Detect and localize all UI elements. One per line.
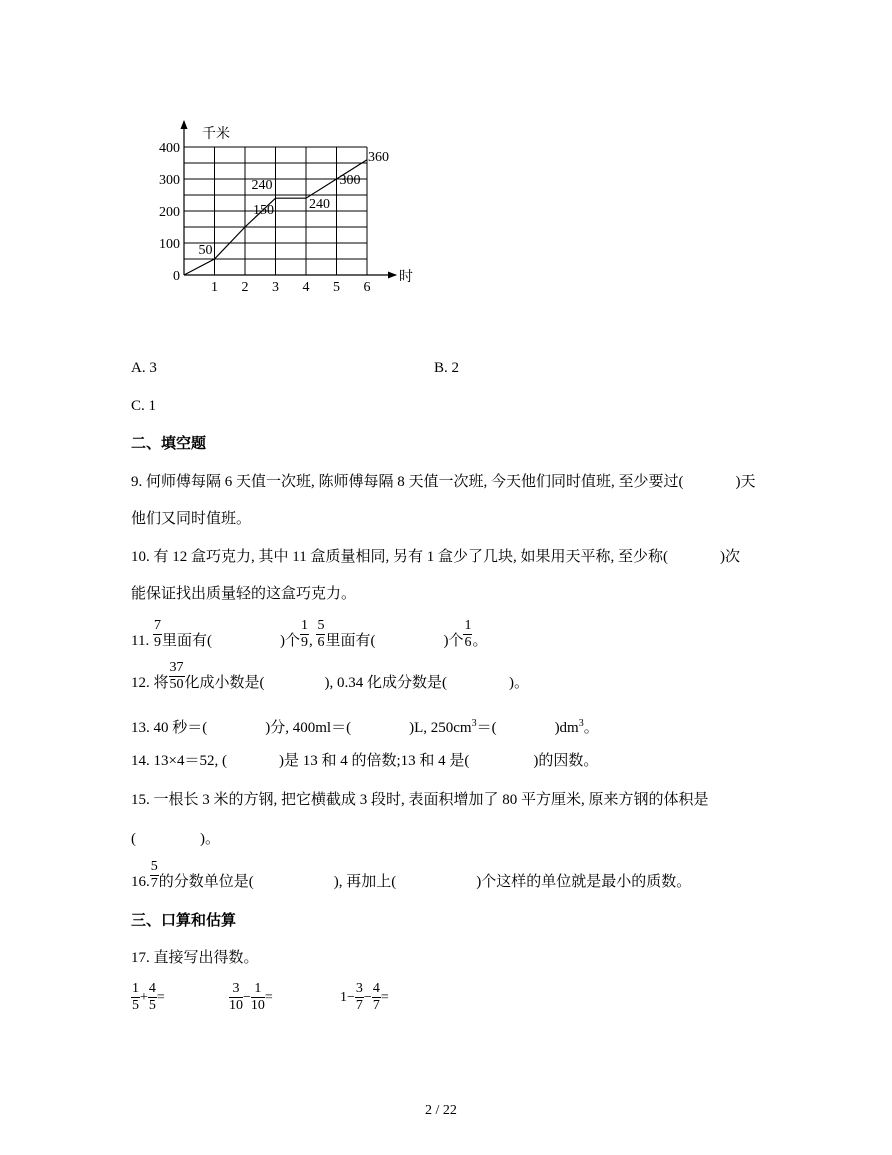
q14-text1: 14. 13×4＝52, ( [131, 753, 227, 769]
question-10-line1 [131, 547, 740, 567]
q11-frac-5-6: $\frac{5}{6}$ [317, 618, 325, 650]
q11-end: 。 [472, 633, 488, 649]
question-12 [131, 660, 529, 693]
x-tick-label: 4 [302, 280, 310, 295]
q16-text1: 的分数单位是( [158, 874, 254, 890]
y-tick-label: 200 [159, 205, 180, 220]
q12-text3: )。 [509, 675, 530, 691]
q13-text6: 。 [583, 720, 599, 736]
data-label: 150 [253, 203, 274, 218]
data-label: 300 [339, 173, 361, 188]
q12-frac-37-50: $\frac{37}{50}$ [169, 660, 184, 692]
y-tick-label: 100 [159, 237, 180, 252]
q17-expression-3: 1− $\frac{3}{7}$ − $\frac{4}{7}$ = [340, 981, 389, 1013]
q15-close: )。 [200, 831, 220, 847]
q17-expression-1: $\frac{1}{5}$ + $\frac{4}{5}$ = [132, 981, 165, 1013]
y-tick-label: 300 [159, 173, 180, 188]
question-9-line2: 他们又同时值班。 [131, 511, 252, 527]
q11-sep: , [308, 633, 313, 649]
question-14 [131, 751, 598, 771]
q16-num: 16. [131, 874, 150, 890]
section-heading-mental-math: 三、口算和估算 [131, 911, 237, 929]
data-label: 240 [309, 197, 330, 213]
q14-text2: )是 13 和 4 的倍数;13 和 4 是( [278, 753, 470, 769]
page-number: 2 / 22 [425, 1103, 457, 1118]
question-10-line2: 能保证找出质量轻的这盒巧克力。 [131, 586, 357, 602]
q10-text-end: )次 [719, 549, 740, 565]
option-a: A. 3 [131, 360, 157, 376]
data-label: 50 [198, 243, 213, 258]
q13-text3: )L, 250cm [409, 720, 472, 736]
q11-text1: 里面有( [161, 633, 212, 649]
question-9-line1 [131, 472, 756, 492]
q13-sup2: 3 [578, 718, 584, 729]
q12-text1: 化成小数是( [184, 675, 265, 691]
x-tick-label: 3 [272, 280, 279, 295]
q16-frac-5-7: $\frac{5}{7}$ [150, 859, 158, 891]
q11-text3: 里面有( [325, 633, 376, 649]
q11-text2: )个 [279, 633, 300, 649]
q13-sup1: 3 [471, 718, 477, 729]
x-axis-label: 时 [399, 270, 413, 285]
distance-time-chart [150, 115, 430, 295]
q13-text2: )分, 400ml＝( [265, 720, 352, 736]
q11-frac-1-6: $\frac{1}{6}$ [464, 618, 472, 650]
x-tick-label: 2 [241, 280, 249, 295]
y-axis-label: 千米 [202, 127, 230, 142]
q16-text3: )个这样的单位就是最小的质数。 [476, 874, 692, 890]
data-label: 360 [368, 150, 389, 165]
q17-expression-2: $\frac{3}{10}$ − $\frac{1}{10}$ = [229, 981, 273, 1013]
y-tick-label: 400 [159, 141, 180, 156]
q11-num: 11. [131, 633, 150, 649]
question-16 [131, 859, 691, 892]
q13-text1: 13. 40 秒＝( [131, 720, 208, 736]
q14-text3: )的因数。 [533, 753, 599, 769]
q10-text: 10. 有 12 盒巧克力, 其中 11 盒质量相同, 另有 1 盒少了几块, 如果用天平称, 至少称( [131, 549, 668, 565]
y-tick-label: 0 [173, 269, 180, 284]
x-tick-label: 6 [363, 280, 371, 295]
q9-text: 9. 何师傅每隔 6 天值一次班, 陈师傅每隔 8 天值一次班, 今天他们同时值班, 至少要过( [131, 474, 684, 490]
q13-text4: ＝( [476, 720, 497, 736]
q11-frac-7-9: $\frac{7}{9}$ [153, 618, 161, 650]
q15-open: ( [131, 831, 136, 847]
section-heading-fill-in: 二、填空题 [131, 434, 207, 452]
q11-text4: )个 [443, 633, 464, 649]
q16-text2: ), 再加上( [333, 874, 397, 890]
x-tick-label: 5 [333, 280, 340, 295]
question-17-title: 17. 直接写出得数。 [131, 950, 259, 966]
q12-text2: ), 0.34 化成分数是( [324, 675, 448, 691]
data-label: 240 [251, 178, 273, 194]
chart-axes [181, 120, 398, 279]
question-11 [131, 618, 487, 651]
question-13 [131, 714, 599, 738]
q13-text5: )dm [554, 720, 579, 736]
q11-frac-1-9: $\frac{1}{9}$ [300, 618, 308, 650]
question-15-line1: 15. 一根长 3 米的方钢, 把它横截成 3 段时, 表面积增加了 80 平方厘米, 原来方钢的体积是 [131, 792, 709, 808]
y-axis-arrow [181, 120, 188, 129]
question-15-line2 [131, 829, 220, 849]
x-axis-arrow [388, 272, 397, 279]
q12-num: 12. 将 [131, 675, 169, 691]
option-c: C. 1 [131, 398, 157, 414]
chart-annotations [199, 150, 390, 258]
x-tick-label: 1 [211, 280, 218, 295]
q9-text-end: )天 [735, 474, 756, 490]
option-b: B. 2 [434, 360, 460, 376]
